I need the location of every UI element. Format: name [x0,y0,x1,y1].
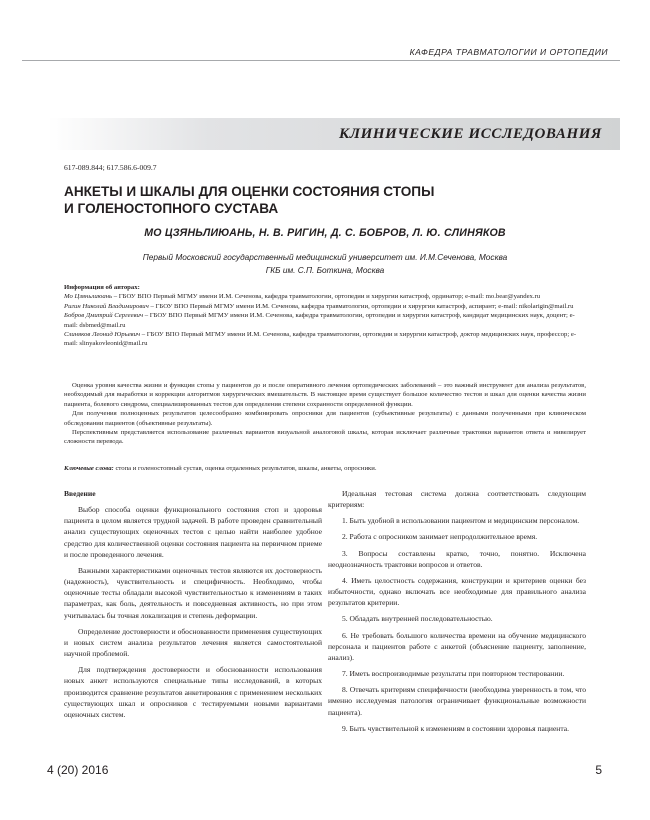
author-details: – ГБОУ ВПО Первый МГМУ имени И.М. Сеченова, кафедра травматологии, ортопедии и хирургии катастроф, доктор медицинских наук, профессор; e-mail: slinyakovleonid@mail.ru [64,331,577,348]
criterion-item: 3. Вопросы составлены кратко, точно, понятно. Исключена неоднозначность трактовки вопросов и ответов. [328,548,586,569]
author-details: – ГБОУ ВПО Первый МГМУ имени И.М. Сеченова, кафедра травматологии, ортопедии и хирургии катастроф, аспирант; e-mail: nikolarigin@mail.ru [148,302,574,310]
author-details: – ГБОУ ВПО Первый МГМУ имени И.М. Сеченова, кафедра травматологии, ортопедии и хирургии катастроф, ординатор; e-mail: mo.bear@yandex.ru [112,293,541,301]
abstract-paragraph: Оценка уровня качества жизни и функции стопы у пациентов до и после оперативного лечения ортопедических заболеваний – это важный инструмент для анализа результатов, необходимый для выработки и коррекции алгоритмов хирургических вмешательств. В настоящее время существует большое количество тестов и шкал для оценки качества жизни пациента, болевого синдрома, специализированных тестов для определения степени сохранности определенной функции. [64,382,586,408]
criterion-item: 5. Обладать внутренней последовательностью. [342,614,493,624]
section-title: КЛИНИЧЕСКИЕ ИССЛЕДОВАНИЯ [338,126,602,142]
abstract [64,381,586,447]
author-name: Ригин Николай Владимирович [64,302,149,310]
author-name: Слиняков Леонид Юрьевич [64,331,141,339]
author-name: Бобров Дмитрий Сергеевич [64,312,144,320]
keywords [64,465,586,472]
right-column [328,488,586,734]
header-divider [22,60,620,61]
left-column [64,488,322,720]
criterion-item: 4. Иметь целостность содержания, конструкции и критериев оценки без избыточности, однако включать все необходимые для правильного анализа результатов критерии. [328,575,586,608]
affiliation-line-2: ГКБ им. С.П. Боткина, Москва [265,265,385,275]
author-name: Мо Цзяньлиюань [64,293,113,301]
criterion-item: 9. Быть чувствительной к изменениям в состоянии здоровья пациента. [342,723,569,733]
affiliation-line-1: Первый Московский государственный медицинский университет им. И.М.Сеченова, Москва [142,252,508,262]
keywords-label: Ключевые слова: [64,465,114,472]
author-info-entry [64,302,586,311]
authors: МО ЦЗЯНЬЛИЮАНЬ, Н. В. РИГИН, Д. С. БОБРОВ, Л. Ю. СЛИНЯКОВ [144,227,506,239]
section-heading-introduction: Введение [64,489,96,498]
affiliation [64,251,586,277]
abstract-paragraph: Для получения полноценных результатов целесообразно комбинировать опросники для пациентов (субъективные результаты) с данными полученными при клиническом обследовании пациентов (объективные результаты). [64,410,586,427]
keywords-list: стопа и голеностопный сустав, оценка отдаленных результатов, шкалы, анкеты, опросники. [113,465,377,472]
article-title [64,183,584,217]
criterion-item: 6. Не требовать большого количества времени на обучение медицинского персонала и пациентов работе с анкетой (объяснение пациенту, заполнение, анализ). [328,630,586,662]
author-info-entry [64,330,586,349]
criterion-item: 2. Работа с опросником занимает непродолжительное время. [342,532,538,542]
article-title-line-1: АНКЕТЫ И ШКАЛЫ ДЛЯ ОЦЕНКИ СОСТОЯНИЯ СТОПЫ [64,184,435,199]
author-info-entry [64,311,586,330]
body-paragraph: Выбор способа оценки функционального состояния стоп и здоровья пациента в целом является трудной задачей. В работе проведен сравнительный анализ существующих оценочных тестов с целью найти наиболее удобное средство для количественной оценки состояния пациента на первичном приеме и после проведенного лечения. [64,505,322,559]
author-details: – ГБОУ ВПО Первый МГМУ имени И.М. Сеченова, кафедра травматологии, ортопедии и хирургии катастроф, кандидат медицинских наук, доцент; e-mail: dsbmed@mail.ru [64,312,575,329]
author-info-heading: Информация об авторах: [64,284,140,291]
author-info-entry [64,292,586,301]
body-paragraph: Определение достоверности и обоснованности применения существующих и новых систем анализа результатов лечения является самостоятельной научной проблемой. [64,626,322,659]
criterion-item: 1. Быть удобной в использовании пациентом и медицинским персоналом. [342,516,580,526]
criterion-item: 8. Отвечать критериям специфичности (необходима уверенность в том, что именно исследуемая патология ограничивает функциональные возможности пациента). [328,685,586,717]
issue-number: 4 (20) 2016 [47,763,109,777]
body-paragraph: Идеальная тестовая система должна соответствовать следующим критериям: [328,489,586,510]
body-paragraph: Для подтверждения достоверности и обоснованности использования новых анкет используются специальные типы исследований, в которых производится сравнение результатов анкетирования с применением нескольких существующих шкал и опросников с тестируемыми новыми вариантами оценочных систем. [64,665,322,719]
page-number: 5 [595,763,602,777]
author-info [64,283,586,349]
abstract-paragraph: Перспективным представляется использование различных вариантов визуальной аналоговой шкалы, которая исключает различные трактовки вариантов ответа и нивелирует сложности перевода. [64,429,586,446]
running-header: КАФЕДРА ТРАВМАТОЛОГИИ И ОРТОПЕДИИ [409,47,608,57]
udc-code: 617-089.844; 617.586.6-009.7 [64,163,157,172]
body-paragraph: Важными характеристиками оценочных тестов являются их достоверность (надежность), чувствительность и специфичность. Необходимо, чтобы оценочные тесты обладали высокой чувствительностью к изменениям в таких параметрах, как боль, деятельность и повседневная активность, но при этом учитывалась бы точная локализация и степень деформации. [64,565,322,620]
criterion-item: 7. Иметь воспроизводимые результаты при повторном тестировании. [342,669,565,679]
article-title-line-2: И ГОЛЕНОСТОПНОГО СУСТАВА [64,201,279,216]
